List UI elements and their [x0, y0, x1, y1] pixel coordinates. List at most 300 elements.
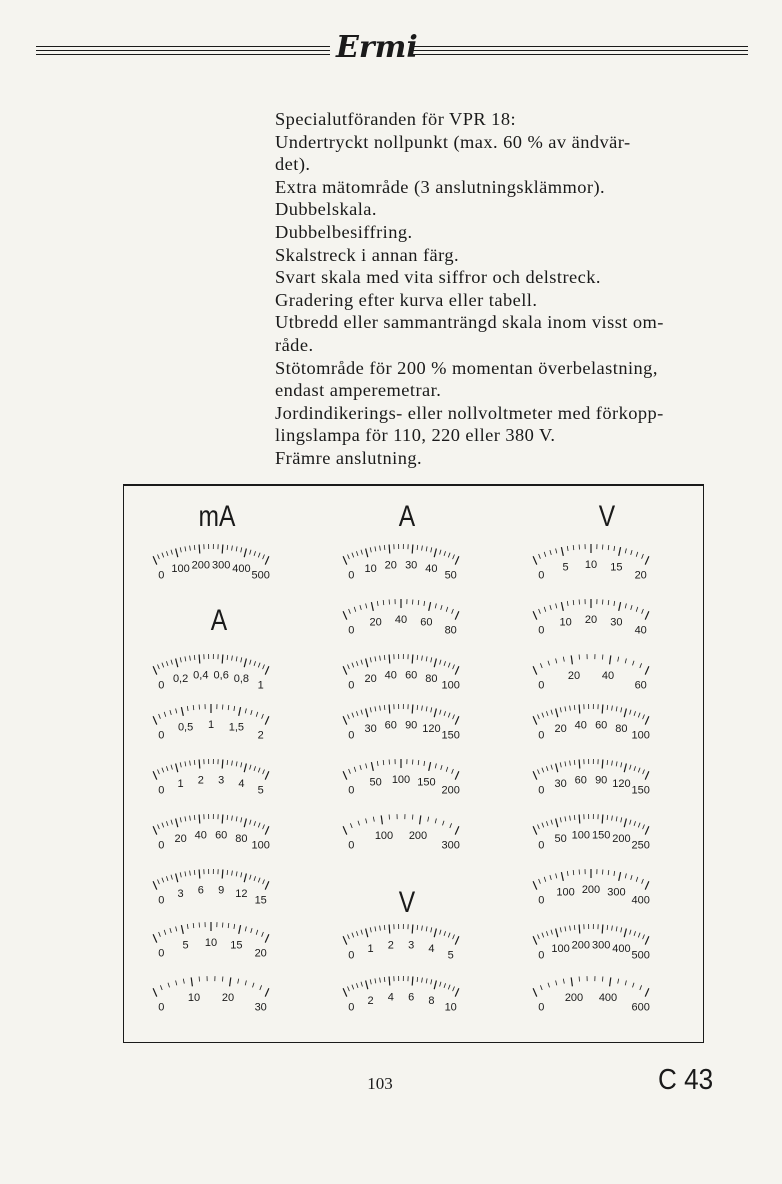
minor-tick [377, 761, 378, 766]
major-tick [153, 771, 157, 779]
minor-tick [630, 820, 631, 825]
minor-tick [170, 710, 171, 715]
minor-tick [631, 605, 632, 610]
dial-tick-label: 300 [212, 559, 231, 572]
minor-tick [375, 656, 376, 661]
minor-tick [444, 661, 446, 666]
meter-scale-dial [336, 646, 486, 696]
minor-tick [621, 927, 622, 932]
minor-tick [383, 600, 384, 605]
minor-tick [643, 715, 645, 720]
minor-tick [565, 926, 566, 931]
minor-tick [166, 661, 168, 666]
minor-tick [348, 935, 350, 940]
major-tick [366, 709, 368, 718]
minor-tick [452, 609, 454, 614]
major-tick [199, 545, 200, 554]
major-tick [434, 709, 436, 718]
dial-tick-label: 1 [257, 679, 264, 692]
minor-tick [383, 760, 384, 765]
major-tick [579, 705, 580, 714]
dial-tick-label: 600 [631, 1001, 650, 1014]
major-tick [389, 705, 390, 714]
minor-tick [158, 825, 160, 830]
dial-tick-label: 15 [254, 894, 267, 907]
minor-tick [546, 711, 548, 716]
minor-tick [366, 764, 367, 769]
minor-tick [236, 656, 237, 661]
dial-tick-label: 10 [204, 937, 218, 949]
minor-tick [607, 760, 608, 765]
major-tick [366, 929, 368, 938]
minor-tick [263, 825, 265, 830]
major-tick [343, 826, 347, 834]
minor-tick [426, 656, 427, 661]
brand-logo: Ermi [336, 30, 418, 65]
minor-tick [190, 816, 191, 821]
meter-scale-dial [146, 646, 296, 696]
dial-tick-label: 15 [230, 939, 243, 952]
minor-tick [185, 871, 186, 876]
meter-scale-dial [336, 968, 486, 1018]
minor-tick [616, 816, 617, 821]
header-rule-left [36, 50, 330, 51]
minor-tick [544, 552, 546, 557]
dial-graphic [336, 536, 466, 584]
dial-graphic [336, 696, 466, 744]
major-tick [199, 760, 200, 769]
minor-tick [227, 545, 228, 550]
minor-tick [565, 706, 566, 711]
minor-tick [250, 550, 251, 555]
minor-tick [548, 983, 550, 988]
major-tick [199, 870, 200, 879]
minor-tick [380, 706, 381, 711]
minor-tick [431, 657, 432, 662]
dial-tick-label: 0 [348, 949, 355, 962]
dial-graphic [146, 968, 276, 1016]
spec-line: Dubbelbesiffring. [275, 221, 413, 242]
minor-tick [254, 821, 256, 826]
major-tick [389, 925, 390, 934]
major-tick [366, 549, 368, 558]
minor-tick [375, 978, 376, 983]
major-tick [602, 760, 603, 769]
spec-text-block [275, 108, 715, 470]
minor-tick [440, 710, 441, 715]
dial-graphic [526, 806, 656, 854]
minor-tick [435, 764, 436, 769]
minor-tick [361, 982, 362, 987]
major-tick [244, 819, 246, 828]
dial-tick-label: 60 [574, 774, 587, 787]
major-tick [239, 925, 241, 934]
minor-tick [356, 551, 358, 556]
minor-tick [245, 981, 246, 986]
minor-tick [452, 769, 454, 774]
dial-tick-label: 10 [364, 562, 377, 575]
dial-tick-label: 0 [348, 784, 355, 797]
major-tick [191, 977, 192, 986]
header-rule-right [412, 50, 748, 51]
minor-tick [542, 933, 544, 938]
spec-line: råde. [275, 334, 314, 355]
minor-tick [567, 601, 568, 606]
major-tick [561, 602, 563, 611]
minor-tick [570, 816, 571, 821]
minor-tick [162, 878, 164, 883]
spec-line: Skalstreck i annan färg. [275, 244, 460, 265]
dial-tick-label: 0 [538, 569, 545, 582]
minor-tick [448, 933, 450, 938]
dial-graphic [526, 536, 656, 584]
dial-graphic [336, 968, 466, 1016]
minor-tick [162, 823, 164, 828]
minor-tick [417, 925, 418, 930]
dial-tick-label: 40 [601, 670, 615, 683]
minor-tick [607, 925, 608, 930]
major-tick [412, 655, 413, 664]
minor-tick [258, 768, 260, 773]
minor-tick [546, 821, 548, 826]
minor-tick [164, 712, 166, 717]
minor-tick [538, 770, 540, 775]
header-rule-left [36, 46, 330, 47]
minor-tick [560, 927, 561, 932]
meter-scale-dial [336, 751, 486, 801]
header-rule-right [412, 46, 748, 47]
minor-tick [634, 766, 636, 771]
minor-tick [190, 546, 191, 551]
major-tick [244, 764, 246, 773]
dial-tick-label: 40 [425, 562, 438, 575]
major-tick [533, 988, 537, 996]
dial-tick-label: 200 [612, 832, 631, 845]
minor-tick [241, 872, 242, 877]
minor-tick [542, 823, 544, 828]
minor-tick [232, 816, 233, 821]
minor-tick [171, 820, 172, 825]
major-tick [556, 709, 558, 718]
dial-tick-label: 40 [394, 614, 408, 626]
minor-tick [241, 657, 242, 662]
dial-tick-label: 20 [364, 672, 377, 685]
major-tick [343, 716, 347, 724]
minor-tick [444, 711, 446, 716]
dial-graphic [146, 536, 276, 584]
dial-tick-label: 0 [348, 624, 355, 637]
minor-tick [185, 546, 186, 551]
dial-tick-label: 0,8 [233, 672, 250, 685]
major-tick [181, 925, 183, 934]
major-tick [153, 988, 157, 996]
dial-tick-label: 100 [374, 830, 394, 843]
minor-tick [170, 928, 171, 933]
scale-examples-box [123, 484, 704, 1043]
meter-scale-dial [146, 536, 296, 586]
minor-tick [356, 931, 358, 936]
minor-tick [560, 707, 561, 712]
minor-tick [380, 656, 381, 661]
major-tick [265, 881, 269, 889]
minor-tick [194, 760, 195, 765]
major-tick [153, 826, 157, 834]
minor-tick [236, 816, 237, 821]
dial-tick-label: 0 [538, 894, 545, 907]
minor-tick [158, 665, 160, 670]
major-tick [244, 874, 246, 883]
minor-tick [185, 761, 186, 766]
minor-tick [241, 547, 242, 552]
minor-tick [542, 713, 544, 718]
dial-tick-label: 50 [554, 832, 567, 845]
minor-tick [643, 770, 645, 775]
dial-tick-label: 3 [177, 887, 184, 900]
dial-tick-label: 40 [634, 624, 647, 637]
major-tick [176, 874, 178, 883]
minor-tick [187, 924, 188, 929]
major-tick [645, 936, 649, 944]
minor-tick [377, 601, 378, 606]
minor-tick [187, 706, 188, 711]
meter-scale-dial [336, 916, 486, 966]
dial-tick-label: 200 [441, 784, 460, 797]
major-tick [455, 988, 459, 996]
minor-tick [354, 767, 356, 772]
dial-tick-label: 4 [387, 991, 394, 1004]
dial-tick-label: 400 [612, 942, 631, 955]
minor-tick [258, 823, 260, 828]
dial-tick-label: 20 [254, 947, 267, 960]
minor-tick [180, 872, 181, 877]
dial-tick-label: 40 [574, 719, 587, 732]
major-tick [176, 764, 178, 773]
minor-tick [258, 878, 260, 883]
minor-tick [380, 978, 381, 983]
dial-tick-label: 2 [387, 939, 394, 952]
dial-tick-label: 20 [174, 832, 187, 845]
minor-tick [417, 545, 418, 550]
minor-tick [614, 871, 615, 876]
major-tick [429, 602, 431, 611]
minor-tick [621, 707, 622, 712]
minor-tick [448, 713, 450, 718]
major-tick [343, 771, 347, 779]
meter-scale-dial [526, 646, 676, 696]
minor-tick [422, 656, 423, 661]
major-tick [343, 988, 347, 996]
minor-tick [556, 604, 557, 609]
header-rule-left [36, 54, 330, 55]
minor-tick [185, 816, 186, 821]
major-tick [645, 716, 649, 724]
spec-line: Jordindikerings- eller nollvoltmeter med förkopp- [275, 402, 664, 423]
dial-tick-label: 200 [564, 992, 584, 1005]
minor-tick [551, 765, 552, 770]
minor-tick [570, 926, 571, 931]
major-tick [579, 760, 580, 769]
minor-tick [563, 657, 564, 662]
minor-tick [250, 660, 251, 665]
minor-tick [250, 765, 251, 770]
minor-tick [180, 657, 181, 662]
major-tick [561, 872, 563, 881]
minor-tick [453, 715, 455, 720]
dial-tick-label: 10 [584, 559, 598, 571]
dial-tick-label: 0 [158, 679, 165, 692]
dial-tick-label: 40 [194, 829, 207, 842]
major-tick [389, 545, 390, 554]
minor-tick [256, 712, 258, 717]
dial-tick-label: 5 [562, 561, 569, 574]
minor-tick [190, 871, 191, 876]
minor-tick [366, 819, 367, 824]
dial-graphic [146, 751, 276, 799]
major-tick [222, 815, 223, 824]
major-tick [153, 934, 157, 942]
meter-scale-dial [146, 696, 296, 746]
dial-tick-label: 30 [610, 616, 623, 629]
minor-tick [608, 870, 609, 875]
dial-tick-label: 3 [218, 774, 225, 787]
dial-tick-label: 20 [584, 614, 598, 626]
minor-tick [166, 821, 168, 826]
heading-a-left: A [210, 604, 228, 637]
minor-tick [444, 551, 446, 556]
minor-tick [573, 870, 574, 875]
minor-tick [633, 983, 635, 988]
minor-tick [634, 821, 636, 826]
minor-tick [608, 600, 609, 605]
minor-tick [162, 553, 164, 558]
minor-tick [544, 607, 546, 612]
dial-tick-label: 1 [177, 777, 184, 790]
meter-scale-dial [336, 696, 486, 746]
minor-tick [636, 552, 638, 557]
dial-tick-label: 1 [207, 719, 215, 731]
minor-tick [422, 978, 423, 983]
minor-tick [162, 768, 164, 773]
meter-scale-dial [526, 916, 676, 966]
dial-tick-label: 90 [595, 774, 608, 787]
dial-tick-label: 5 [447, 949, 454, 962]
minor-tick [159, 932, 161, 937]
minor-tick [542, 768, 544, 773]
major-tick [343, 611, 347, 619]
dial-tick-label: 40 [384, 669, 397, 682]
dial-tick-label: 6 [408, 991, 415, 1004]
major-tick [624, 819, 626, 828]
dial-tick-label: 0 [538, 784, 545, 797]
minor-tick [638, 823, 640, 828]
minor-tick [384, 925, 385, 930]
minor-tick [426, 978, 427, 983]
dial-tick-label: 80 [444, 624, 457, 637]
major-tick [610, 977, 611, 986]
minor-tick [440, 982, 441, 987]
minor-tick [352, 713, 354, 718]
minor-tick [164, 930, 166, 935]
major-tick [176, 659, 178, 668]
minor-tick [234, 706, 235, 711]
minor-tick [612, 926, 613, 931]
minor-tick [574, 925, 575, 930]
minor-tick [636, 607, 638, 612]
minor-tick [556, 981, 557, 986]
dial-tick-label: 5 [182, 939, 189, 952]
minor-tick [440, 930, 441, 935]
minor-tick [348, 555, 350, 560]
minor-tick [258, 663, 260, 668]
major-tick [645, 556, 649, 564]
minor-tick [625, 981, 626, 986]
dial-graphic [526, 968, 656, 1016]
minor-tick [227, 870, 228, 875]
minor-tick [560, 762, 561, 767]
minor-tick [616, 926, 617, 931]
minor-tick [625, 549, 626, 554]
minor-tick [384, 545, 385, 550]
minor-tick [348, 987, 350, 992]
dial-tick-label: 12 [235, 887, 248, 900]
dial-tick-label: 0 [158, 729, 165, 742]
minor-tick [256, 930, 258, 935]
minor-tick [360, 605, 361, 610]
minor-tick [546, 766, 548, 771]
major-tick [429, 762, 431, 771]
minor-tick [166, 876, 168, 881]
minor-tick [193, 705, 194, 710]
dial-tick-label: 0 [158, 947, 165, 960]
minor-tick [574, 760, 575, 765]
dial-graphic [336, 646, 466, 694]
heading-ma: mA [198, 500, 236, 533]
dial-tick-label: 10 [444, 1001, 457, 1014]
dial-tick-label: 50 [444, 569, 457, 582]
dial-tick-label: 0 [348, 729, 355, 742]
dial-tick-label: 10 [187, 992, 201, 1005]
minor-tick [426, 706, 427, 711]
dial-tick-label: 200 [571, 939, 590, 952]
minor-tick [194, 655, 195, 660]
major-tick [645, 771, 649, 779]
dial-tick-label: 4 [238, 777, 245, 790]
minor-tick [375, 546, 376, 551]
major-tick [645, 611, 649, 619]
dial-tick-label: 2 [367, 994, 374, 1007]
major-tick [222, 655, 223, 664]
minor-tick [548, 661, 550, 666]
minor-tick [422, 926, 423, 931]
minor-tick [236, 546, 237, 551]
minor-tick [171, 550, 172, 555]
minor-tick [158, 555, 160, 560]
minor-tick [544, 877, 546, 882]
minor-tick [422, 706, 423, 711]
dial-tick-label: 150 [592, 829, 611, 842]
minor-tick [440, 660, 441, 665]
major-tick [176, 549, 178, 558]
minor-tick [634, 711, 636, 716]
meter-scale-dial [526, 591, 676, 641]
dial-tick-label: 0 [538, 679, 545, 692]
dial-tick-label: 400 [598, 992, 618, 1005]
dial-tick-label: 60 [215, 829, 228, 842]
major-tick [265, 716, 269, 724]
minor-tick [424, 761, 425, 766]
major-tick [343, 666, 347, 674]
dial-tick-label: 100 [251, 839, 270, 852]
